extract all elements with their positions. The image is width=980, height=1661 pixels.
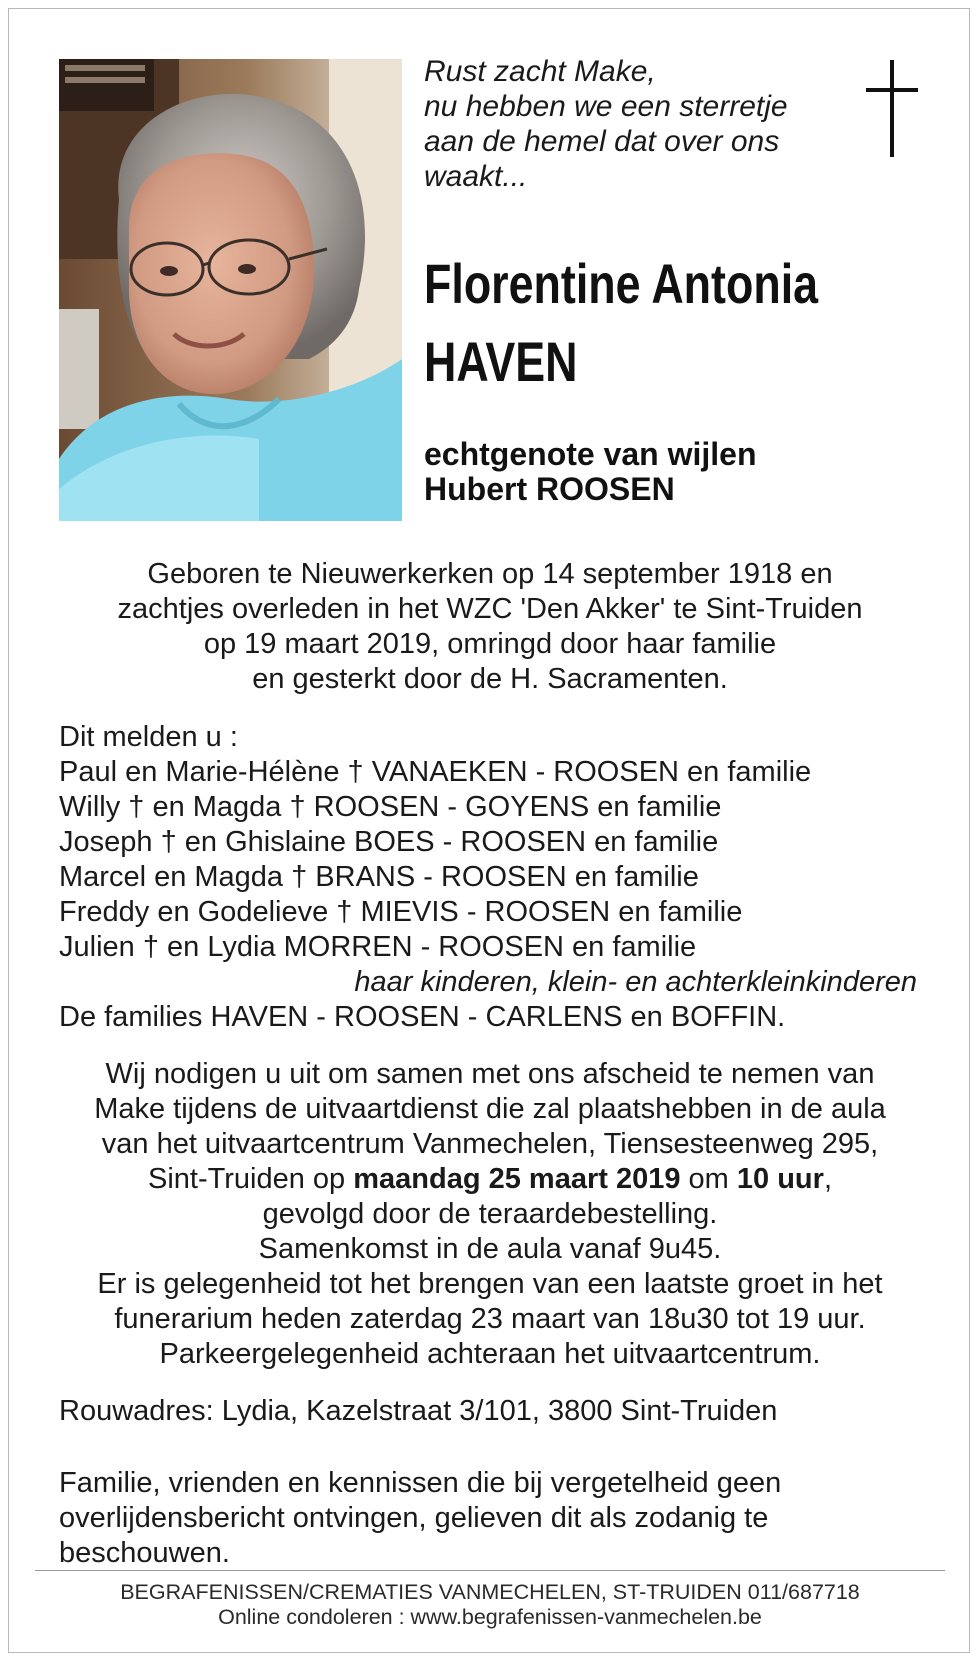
announcement-list	[59, 720, 939, 1035]
spouse-label: echtgenote van wijlen	[424, 436, 757, 472]
funeral-time: 10 uur	[736, 1163, 824, 1195]
other-families: De families HAVEN - ROOSEN - CARLENS en BOFFIN.	[59, 1001, 786, 1033]
poem-text: Rust zacht Make, nu hebben we een sterretje aan de hemel dat over ons waakt...	[424, 55, 788, 193]
footer	[30, 1580, 950, 1630]
invite-date-line	[30, 1162, 950, 1197]
mourning-address: Rouwadres: Lydia, Kazelstraat 3/101, 3800 Sint-Truiden	[59, 1395, 778, 1427]
invite-line: funerarium heden zaterdag 23 maart van 18u30 tot 19 uur.	[114, 1303, 866, 1335]
invite-text: ,	[823, 1163, 832, 1195]
portrait-photo	[59, 59, 402, 521]
birth-line: Geboren te Nieuwerkerken op 14 september 1918 en	[147, 558, 833, 590]
invite-line: van het uitvaartcentrum Vanmechelen, Tiensesteenweg 295,	[101, 1128, 879, 1160]
deceased-name-last: HAVEN	[424, 330, 578, 393]
invite-text: Sint-Truiden op	[147, 1163, 354, 1195]
invite-line: Samenkomst in de aula vanaf 9u45.	[258, 1233, 722, 1265]
notice-line: overlijdensbericht ontvingen, gelieven dit als zodanig te	[59, 1502, 769, 1534]
family-line: Paul en Marie-Hélène † VANAEKEN - ROOSEN en familie	[59, 756, 812, 788]
death-line: zachtjes overleden in het WZC 'Den Akker' te Sint-Truiden	[117, 593, 863, 625]
family-line: Willy † en Magda † ROOSEN - GOYENS en familie	[59, 791, 722, 823]
notice-line: beschouwen.	[59, 1537, 230, 1569]
funeral-invitation	[30, 1057, 950, 1372]
family-line: Joseph † en Ghislaine BOES - ROOSEN en familie	[59, 826, 719, 858]
invite-line: Make tijdens de uitvaartdienst die zal plaatshebben in de aula	[94, 1093, 886, 1125]
deceased-name-first: Florentine Antonia	[424, 252, 819, 315]
family-line: Freddy en Godelieve † MIEVIS - ROOSEN en familie	[59, 896, 743, 928]
invite-line: gevolgd door de teraardebestelling.	[262, 1198, 718, 1230]
cross-icon	[862, 60, 922, 160]
deceased-name	[424, 245, 818, 401]
invite-line: Er is gelegenheid tot het brengen van een laatste groet in het	[97, 1268, 883, 1300]
divider	[35, 1570, 945, 1571]
invite-line: Wij nodigen u uit om samen met ons afscheid te nemen van	[105, 1058, 875, 1090]
spouse-name: Hubert ROOSEN	[424, 471, 675, 507]
invite-line: Parkeergelegenheid achteraan het uitvaartcentrum.	[159, 1338, 821, 1370]
notice-line: Familie, vrienden en kennissen die bij vergetelheid geen	[59, 1467, 782, 1499]
funeral-date: maandag 25 maart 2019	[353, 1163, 681, 1195]
family-line: Julien † en Lydia MORREN - ROOSEN en familie	[59, 931, 697, 963]
invite-text: om	[680, 1163, 737, 1195]
family-line: Marcel en Magda † BRANS - ROOSEN en familie	[59, 861, 699, 893]
undertaker-info: BEGRAFENISSEN/CREMATIES VANMECHELEN, ST-TRUIDEN 011/687718	[120, 1580, 860, 1604]
birth-death-info	[30, 557, 950, 697]
sacraments-line: en gesterkt door de H. Sacramenten.	[252, 663, 728, 695]
condolence-link[interactable]: Online condoleren : www.begrafenissen-vanmechelen.be	[218, 1605, 762, 1629]
spouse-info	[424, 437, 757, 507]
family-subtitle: haar kinderen, klein- en achterkleinkinderen	[354, 966, 917, 998]
death-date-line: op 19 maart 2019, omringd door haar familie	[203, 628, 777, 660]
notice-text	[59, 1466, 919, 1571]
announce-intro: Dit melden u :	[59, 721, 238, 753]
